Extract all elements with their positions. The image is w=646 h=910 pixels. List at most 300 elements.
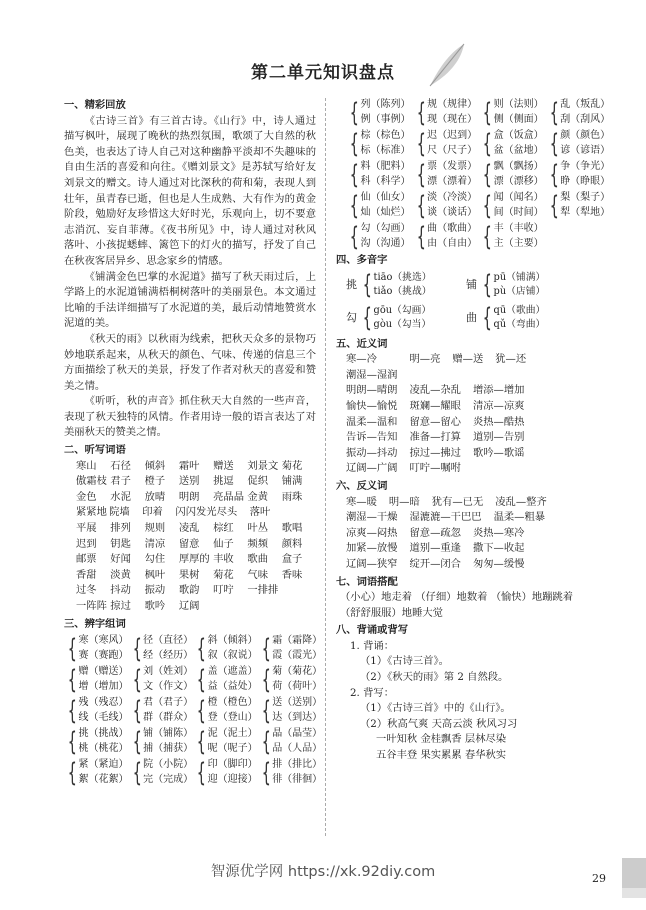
char-pair [258, 727, 323, 756]
word: 明朗 [178, 490, 200, 503]
pair-word: 由（自由） [427, 237, 478, 249]
pair-words [427, 191, 477, 220]
word: 邮票 [76, 553, 97, 566]
word-pair: 斑斓—耀眼 [409, 399, 461, 412]
word-pair: 寒—冷 [346, 353, 377, 366]
reading: pù（店铺） [493, 286, 546, 298]
char-pair [193, 665, 258, 694]
brace-icon: { [67, 664, 77, 695]
pair-row [336, 222, 592, 251]
pair-word: 列（陈列） [360, 99, 411, 110]
word: 挑逗 [213, 475, 234, 488]
char-pair [193, 727, 258, 756]
pair-word: 荷（荷叶） [272, 680, 323, 692]
section-heading: 五、近义词 [336, 337, 388, 350]
pair-words [494, 160, 544, 189]
char-pair [346, 129, 411, 158]
reading: gòu（勾当） [373, 319, 432, 331]
word-pair-row [336, 399, 592, 415]
char-pair [64, 665, 129, 694]
word: 印着 [142, 506, 163, 519]
word-pair-row [336, 541, 592, 557]
pair-word: 盒（饭盒） [493, 130, 544, 141]
polyphone-readings [374, 304, 432, 333]
brace-icon: { [416, 190, 426, 221]
brace-icon: { [482, 221, 492, 252]
brace-icon: { [549, 159, 559, 190]
word: 菊花 [213, 568, 234, 581]
pair-word: 漂（漂移） [493, 175, 544, 187]
pair-word: 登（登山） [207, 711, 258, 723]
word: 丰收 [213, 553, 234, 566]
pair-word: 闻（闻名） [493, 192, 544, 203]
brace-icon: { [132, 664, 142, 695]
pair-word: 梨（梨子） [560, 192, 611, 203]
polyphones [336, 271, 592, 333]
antonyms [336, 495, 592, 573]
char-pair [64, 634, 129, 663]
word: 霜叶 [178, 459, 200, 472]
brace-icon: { [349, 128, 359, 159]
polyphone-readings [494, 304, 546, 333]
pair-word: 争（争光） [560, 161, 611, 172]
word-pair: 留意—留心 [409, 415, 461, 428]
pair-word: 沟（沟通） [360, 237, 411, 249]
pair-word: 排（排比） [272, 759, 323, 771]
word: 石径 [110, 459, 131, 472]
pair-words [143, 727, 193, 756]
word-row [64, 568, 316, 584]
char-pair [479, 222, 544, 251]
pair-word: 桃（桃花） [78, 742, 129, 754]
brace-icon: { [261, 726, 271, 757]
paragraph: 《听听，秋的声音》抓住秋天大自然的一些声音，表现了秋天独特的风情。作者用诗一般的语言表达了对美丽秋天的赞美之情。 [64, 395, 316, 439]
pair-word: 品（人品） [272, 742, 323, 754]
word-pair: 潮湿—湿润 [346, 368, 398, 381]
pair-word: 送（送别） [272, 697, 323, 709]
word: 歌吟 [144, 600, 166, 612]
word: 尽头 [216, 506, 238, 519]
char-pair [258, 758, 323, 787]
brace-icon: { [132, 757, 142, 788]
word-pair: 愉快—愉悦 [346, 399, 398, 412]
word: 送别 [178, 475, 200, 488]
pair-word: 寒（寒风） [78, 635, 129, 647]
pair-word: 谚（谚语） [560, 144, 611, 156]
word-pair: 振动—抖动 [346, 446, 398, 459]
column-divider [325, 98, 326, 836]
section-heading: 三、辨字组词 [64, 617, 126, 630]
word-pair-row [336, 446, 592, 462]
word: 勾住 [144, 553, 166, 566]
char-pairs-left [64, 633, 323, 788]
pair-word: 赠（赠送） [78, 666, 129, 678]
word-row [64, 552, 316, 568]
char-pair [413, 191, 478, 220]
pair-words [208, 758, 258, 787]
pair-word: 料（肥料） [360, 161, 411, 172]
word: 紧紧地 [76, 506, 107, 519]
pair-words [272, 634, 322, 663]
section-heading: 一、精彩回放 [64, 99, 126, 111]
word-pair-row [336, 526, 592, 542]
char-pair [129, 696, 194, 725]
pair-words [143, 758, 193, 787]
word: 叶丛 [247, 522, 269, 535]
brace-icon: { [132, 633, 142, 664]
char-pair [129, 665, 194, 694]
brace-icon: { [416, 159, 426, 190]
pair-word: 群（群众） [143, 711, 194, 723]
pair-words [79, 758, 129, 787]
pair-words [427, 160, 477, 189]
pair-word: 灿（灿烂） [360, 206, 411, 218]
word: 掠过 [110, 600, 131, 612]
brace-icon: { [132, 695, 142, 726]
page-corner-block [622, 888, 646, 898]
pair-word: 票（发票） [427, 161, 478, 172]
pair-words [208, 727, 258, 756]
dictation-words [64, 459, 316, 615]
word: 过冬 [76, 584, 97, 597]
pair-word: 晶（晶莹） [272, 728, 323, 740]
char-pair [129, 727, 194, 756]
pair-word: 勾（勾画） [360, 223, 411, 234]
brace-icon: { [549, 97, 559, 128]
word-row [64, 599, 316, 615]
word: 水泥 [110, 490, 131, 503]
word: 振动 [144, 584, 166, 597]
word-pair: 辽阔—广阔 [346, 462, 398, 475]
pair-word: 经（经历） [143, 649, 194, 661]
brace-icon: { [482, 97, 492, 128]
brace-icon: { [416, 128, 426, 159]
brace-icon: { [362, 303, 372, 334]
brace-icon: { [349, 190, 359, 221]
pair-word: 漂（漂着） [427, 175, 478, 187]
pair-word: 现（现在） [427, 113, 478, 125]
word: 倾斜 [144, 459, 166, 472]
word-pair: 犹—还 [495, 353, 527, 366]
section-heading: 八、背诵或背写 [336, 624, 409, 637]
reading: tiǎo（挑战） [373, 286, 432, 298]
pair-word: 睁（睁眼） [560, 175, 611, 187]
pair-word: 径（直径） [143, 635, 194, 647]
pair-word: 泥（泥土） [207, 728, 258, 740]
feather-icon [424, 40, 468, 90]
word: 果树 [178, 568, 200, 581]
brace-icon: { [196, 757, 206, 788]
char-pairs-right [336, 97, 611, 252]
word: 叮咛 [213, 584, 234, 597]
char-pair [64, 696, 129, 725]
word: 厚厚的 [178, 553, 210, 566]
collocations [336, 590, 592, 621]
pair-word: 主（主要） [493, 237, 544, 249]
brace-icon: { [196, 664, 206, 695]
pair-word: 紧（紧迫） [78, 759, 129, 771]
reading: qǔ（弯曲） [493, 319, 546, 331]
pair-word: 飘（飘扬） [493, 161, 544, 172]
brace-icon: { [261, 633, 271, 664]
pair-word: 捕（捕获） [143, 742, 194, 754]
pair-words [494, 129, 544, 158]
pair-word: 丰（丰收） [493, 223, 544, 234]
word-row [64, 583, 316, 599]
word-pair: 明朗—晴朗 [346, 384, 398, 397]
char-pair [258, 696, 323, 725]
word: 好闻 [110, 553, 131, 566]
word: 赠送 [213, 459, 234, 472]
word-pair: 绽开—闭合 [409, 557, 461, 570]
pair-word: 印（脚印） [207, 759, 258, 771]
char-pair [413, 129, 478, 158]
pair-words [143, 696, 193, 725]
word-pair-row [336, 495, 592, 511]
section-heading: 六、反义词 [336, 479, 388, 492]
pair-words [79, 634, 129, 663]
pair-word: 侧（侧面） [493, 113, 544, 125]
word: 枫叶 [144, 568, 166, 581]
paragraph: 《秋天的雨》以秋雨为线索，把秋天众多的景物巧妙地联系起来，从秋天的颜色、气味、传递的信息三个方面描绘了秋天的美景，抒发了作者对秋天的喜爱和赞美之情。 [64, 332, 316, 392]
pair-word: 霜（霜降） [272, 635, 323, 647]
word: 频频 [247, 537, 269, 550]
reading: qū（歌曲） [493, 304, 546, 316]
char-pair [479, 160, 544, 189]
recite-line: 一叶知秋 金桂飘香 层林尽染 [376, 733, 507, 746]
pair-word: 橙（橙色） [207, 697, 258, 709]
word-pair: 寒—暖 [346, 495, 377, 508]
word-pair: 清凉—凉爽 [472, 399, 525, 412]
pair-words [79, 696, 129, 725]
pair-word: 则（法则） [493, 99, 544, 110]
pair-word: 刘（姓刘） [143, 666, 194, 678]
pair-word: 铺（铺陈） [143, 728, 194, 740]
recite-line: （1）《古诗三首》中的《山行》。 [360, 702, 511, 715]
word-pair: 炎热—酷热 [472, 415, 525, 428]
pair-word: 间（时间） [493, 206, 544, 218]
polyphone-item [346, 304, 466, 333]
section-heading: 二、听写词语 [64, 444, 126, 457]
word-pair: 道别—重逢 [409, 542, 461, 555]
pair-word: 仙（仙女） [360, 192, 411, 203]
word: 淡黄 [110, 568, 131, 581]
word-pair-row [336, 461, 592, 477]
word-pair: 匆匆—缓慢 [472, 557, 525, 570]
pair-word: 例（事例） [360, 113, 411, 125]
word-pair: 明—亮 [409, 353, 441, 366]
word-pair: 告诉—告知 [346, 431, 398, 444]
char-pair [546, 98, 611, 127]
brace-icon: { [482, 270, 492, 301]
pair-word: 絮（花絮） [78, 773, 129, 785]
brace-icon: { [349, 221, 359, 252]
word: 香味 [281, 568, 303, 581]
word: 闪闪发光 [175, 506, 217, 519]
word-pair: 潮湿—干燥 [346, 511, 398, 524]
pair-word: 霞（霞光） [272, 649, 323, 661]
word-pair: 道别—告别 [472, 431, 525, 444]
char-pair [546, 129, 611, 158]
word: 棕红 [213, 522, 234, 535]
pair-words [361, 222, 411, 251]
brace-icon: { [362, 270, 372, 301]
polyphone-item [346, 271, 466, 300]
char-pair [64, 727, 129, 756]
pair-word: 叙（叙说） [207, 649, 258, 661]
pair-word: 颜（颜色） [560, 130, 611, 141]
pair-word: 徘（徘徊） [272, 773, 323, 785]
pair-words [143, 665, 193, 694]
word: 排列 [110, 522, 131, 535]
brace-icon: { [261, 695, 271, 726]
pair-word: 完（完成） [143, 773, 194, 785]
word-pair: 温柔—温和 [346, 415, 398, 428]
char-pair [346, 98, 411, 127]
brace-icon: { [261, 757, 271, 788]
recite-line: 五谷丰登 果实累累 春华秋实 [376, 749, 507, 762]
word: 清凉 [144, 537, 166, 550]
brace-icon: { [549, 128, 559, 159]
char-pair [129, 634, 194, 663]
word: 金色 [76, 490, 97, 503]
pair-word: 科（科学） [360, 175, 411, 187]
pair-words [208, 665, 258, 694]
word: 气味 [247, 568, 269, 581]
word-pair: 辽阔—狭窄 [346, 557, 398, 570]
collocation-line: （舒舒服服）地睡大觉 [340, 606, 443, 619]
word: 一阵阵 [76, 600, 107, 612]
word: 歌韵 [178, 584, 200, 597]
word: 钥匙 [110, 537, 131, 550]
word: 凌乱 [178, 522, 200, 535]
char-pair [258, 634, 323, 663]
collocation-line: （小心）地走着 （仔细）地数着 （愉快）地蹦跳着 [340, 591, 574, 604]
word: 亮晶晶 [213, 490, 245, 503]
recite-line: （1）《古诗三首》。 [360, 655, 449, 668]
pair-word: 盆（盆地） [493, 144, 544, 156]
word-row [64, 505, 316, 521]
pair-row [64, 695, 323, 726]
pair-words [208, 696, 258, 725]
char-pair [479, 191, 544, 220]
pair-row [336, 128, 611, 159]
word-pair: 凌乱—杂乱 [409, 384, 461, 397]
word-pair: 凉爽—闷热 [346, 526, 398, 539]
pair-word: 呢（呢子） [207, 742, 258, 754]
pair-words [361, 98, 411, 127]
pair-word: 文（作文） [143, 680, 194, 692]
pair-words [361, 191, 411, 220]
brace-icon: { [67, 726, 77, 757]
pair-row [64, 726, 323, 757]
word: 菊花 [281, 459, 303, 472]
word-pair: 犹有—已无 [431, 495, 484, 508]
pair-words [79, 727, 129, 756]
pair-word: 迟（迟到） [427, 130, 478, 141]
left-column [64, 96, 323, 789]
pair-words [272, 696, 322, 725]
pair-words [361, 129, 411, 158]
polyphone-char: 勾 [346, 311, 357, 325]
char-pair [258, 665, 323, 694]
word: 院墙 [109, 506, 130, 519]
word-pair: 加紧—放慢 [346, 542, 398, 555]
pair-word: 益（益处） [207, 680, 258, 692]
brace-icon: { [261, 664, 271, 695]
word-pair-row [336, 557, 592, 573]
pair-words [361, 160, 411, 189]
section-heading: 七、词语搭配 [336, 575, 398, 588]
page-corner-block [622, 858, 646, 888]
pair-row [64, 633, 323, 664]
polyphone-item [466, 304, 586, 333]
pair-words [494, 98, 544, 127]
brace-icon: { [349, 97, 359, 128]
pair-word: 淡（冷淡） [427, 192, 478, 203]
footer-watermark: 智源优学网 https://xk.92diy.com [210, 864, 436, 880]
pair-word: 斜（倾斜） [207, 635, 258, 647]
word: 一排排 [247, 584, 279, 597]
pair-words [143, 634, 193, 663]
pair-word: 残（残忍） [78, 697, 129, 709]
char-pair [546, 160, 611, 189]
pair-row [64, 757, 323, 788]
word: 铺满 [281, 475, 303, 488]
char-pair [346, 222, 411, 251]
brace-icon: { [196, 633, 206, 664]
brace-icon: { [482, 303, 492, 334]
recite-line: （2）《秋天的雨》第 2 自然段。 [360, 671, 509, 684]
pair-words [560, 191, 610, 220]
pair-word: 犁（犁地） [560, 206, 611, 218]
polyphone-readings [374, 271, 432, 300]
word: 颜料 [281, 537, 303, 550]
char-pair [346, 160, 411, 189]
char-pair [413, 98, 478, 127]
polyphone-row [346, 304, 592, 333]
word-row [64, 537, 316, 553]
word: 仙子 [213, 537, 234, 550]
word-row [64, 490, 316, 506]
pair-row [336, 159, 611, 190]
pair-word: 菊（菊花） [272, 666, 323, 678]
word-pair: 撒下—收起 [472, 542, 525, 555]
char-pair [479, 98, 544, 127]
word: 放晴 [144, 490, 166, 503]
reading: gōu（勾画） [373, 304, 432, 316]
pair-word: 线（毛线） [78, 711, 129, 723]
brace-icon: { [482, 128, 492, 159]
pair-word: 谈（谈话） [427, 206, 478, 218]
pair-word: 棕（棕色） [360, 130, 411, 141]
pair-word: 君（君子） [143, 697, 194, 709]
brace-icon: { [132, 726, 142, 757]
char-pair [413, 222, 478, 251]
pair-word: 迎（迎接） [207, 773, 258, 785]
word: 金黄 [247, 490, 269, 503]
page-title: 第二单元知识盘点 [251, 63, 395, 83]
word-pair: 叮咛—嘱咐 [409, 462, 461, 475]
word-pair-row [336, 383, 592, 399]
word: 落叶 [249, 506, 271, 519]
page-title-wrap [0, 58, 646, 83]
word: 留意 [178, 537, 200, 550]
char-pair [193, 758, 258, 787]
word-pair: 准备—打算 [409, 431, 461, 444]
pair-word: 曲（歌曲） [427, 223, 478, 234]
word: 迟到 [76, 537, 97, 550]
